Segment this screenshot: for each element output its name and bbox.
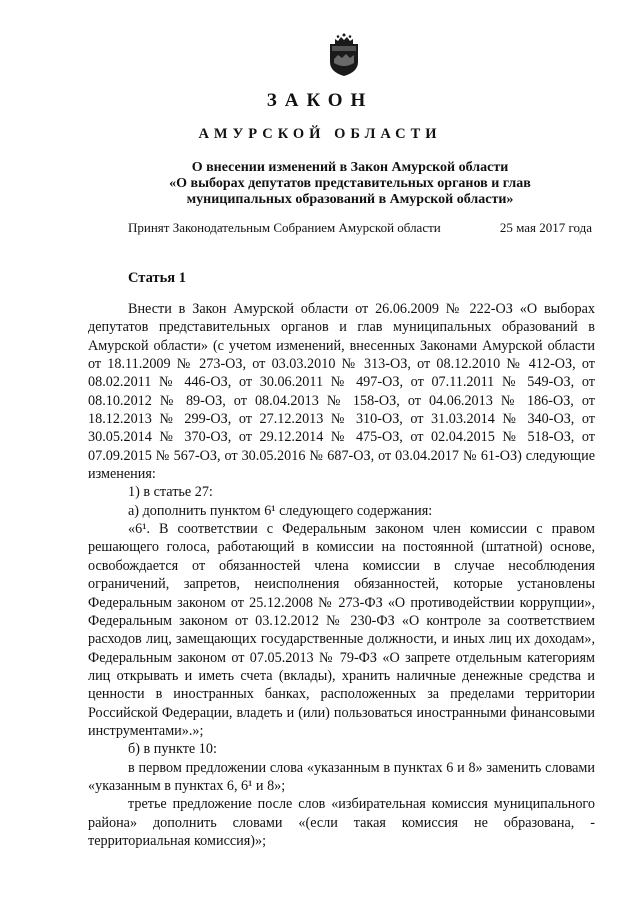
article-title: Статья 1 bbox=[128, 270, 186, 286]
article-body bbox=[88, 300, 595, 850]
article-paragraph: третье предложение после слов «избирательная комиссия муниципального района» дополнить словами «(если такая комиссия не образована, - территориальная комиссия)»; bbox=[88, 796, 595, 849]
subject-line: «О выборах депутатов представительных органов и глав bbox=[169, 176, 531, 191]
law-subject bbox=[150, 160, 550, 208]
article-paragraph: в первом предложении слова «указанным в пунктах 6 и 8» заменить словами «указанным в пунктах 6, 6¹ и 8»; bbox=[88, 759, 595, 794]
subject-line: муниципальных образований в Амурской области» bbox=[186, 192, 514, 207]
article-paragraph: 1) в статье 27: bbox=[128, 484, 213, 501]
article-paragraph: «6¹. В соответствии с Федеральным законом член комиссии с правом решающего голоса, работающий в комиссии на постоянной (штатной) основе, освобождается от обязанностей члена комиссии в случае несоблюдения ограничений, запретов, неисполнения обязанностей, которые установлены Федеральным законом от 25.12.2008 № 273-ФЗ «О противодействии коррупции», Федеральным законом от 03.12.2012 № 230-ФЗ «О контроле за соответствием расходов лиц, замещающих государственные должности, и иных лиц их доходам», Федеральным законом от 07.05.2013 № 79-ФЗ «О запрете отдельным категориям лиц открывать и иметь счета (вклады), хранить наличные денежные средства и ценности в иностранных банках, расположенных за пределами территории Российской Федерации, владеть и (или) пользоваться иностранными финансовыми инструментами».»; bbox=[88, 521, 595, 739]
law-title: ЗАКОН bbox=[266, 90, 374, 111]
article-paragraph: а) дополнить пунктом 6¹ следующего содержания: bbox=[128, 502, 433, 519]
subject-line: О внесении изменений в Закон Амурской области bbox=[191, 160, 509, 175]
region-title: АМУРСКОЙ ОБЛАСТИ bbox=[198, 126, 442, 142]
article-paragraph: б) в пункте 10: bbox=[128, 741, 217, 758]
adoption-date: 25 мая 2017 года bbox=[499, 220, 592, 235]
adoption-statement: Принят Законодательным Собранием Амурской области bbox=[128, 220, 441, 235]
amur-coat-of-arms-icon bbox=[324, 32, 364, 78]
article-paragraph: Внести в Закон Амурской области от 26.06.2009 № 222-ОЗ «О выборах депутатов представительных органов и глав муниципальных образований в Амурской области» (с учетом изменений, внесенных Законами Амурской области от 18.11.2009 № 273-ОЗ, от 03.03.2010 № 313-ОЗ, от 08.12.2010 № 412-ОЗ, от 08.02.2011 № 446-ОЗ, от 30.06.2011 № 497-ОЗ, от 07.11.2011 № 549-ОЗ, от 08.10.2012 № 89-ОЗ, от 08.04.2013 № 158-ОЗ, от 04.06.2013 № 186-ОЗ, от 18.12.2013 № 299-ОЗ, от 27.12.2013 № 310-ОЗ, от 31.03.2014 № 340-ОЗ, от 30.05.2014 № 370-ОЗ, от 29.12.2014 № 475-ОЗ, от 02.04.2015 № 518-ОЗ, от 07.09.2015 № 567-ОЗ, от 30.05.2016 № 687-ОЗ, от 03.04.2017 № 61-ОЗ) следующие изменения: bbox=[88, 301, 595, 483]
